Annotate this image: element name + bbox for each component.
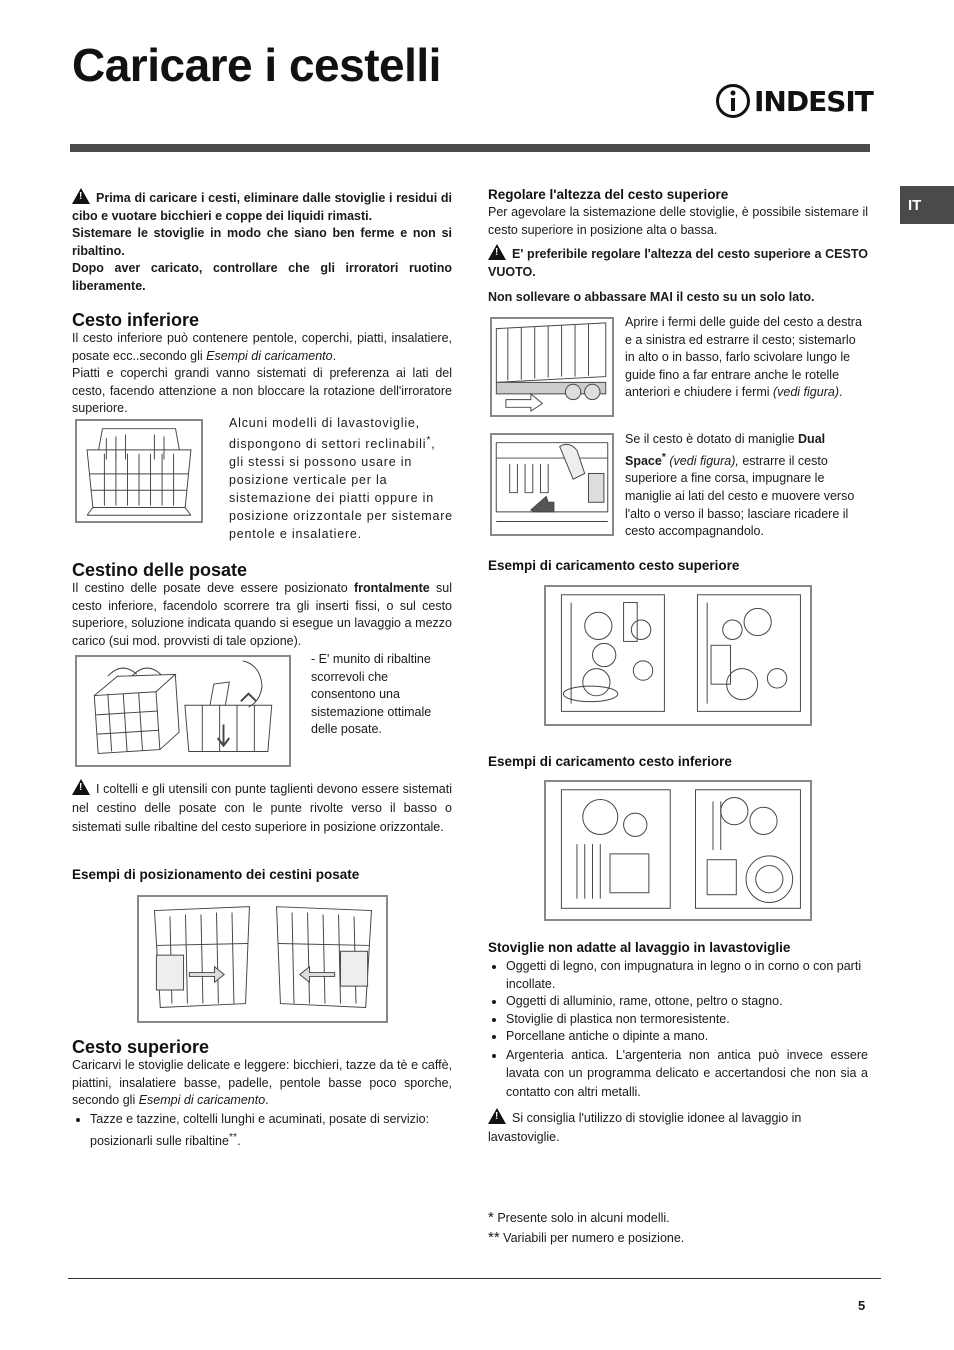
brand-name: INDESIT [754, 84, 873, 118]
language-tab: IT [900, 186, 954, 224]
list-item: • Oggetti di alluminio, rame, ottone, peltro o stagno. [506, 993, 868, 1011]
page-title: Caricare i cestelli [72, 39, 441, 91]
warning-triangle-icon [488, 1108, 506, 1124]
non-adatte-heading: Stoviglie non adatte al lavaggio in lavastoviglie [488, 940, 791, 955]
regolare-heading: Regolare l'altezza del cesto superiore [488, 187, 729, 202]
warning-triangle-icon [488, 244, 506, 260]
guide-instruction-text: Aprire i fermi delle guide del cesto a destra e a sinistra ed estrarre il cesto; sistemarlo in alto o in basso, farlo scivolare lungo le guide fino a far entrare anche le rotelle anteriori e chiudere i fermi (vedi figura). [625, 315, 862, 400]
footnotes [488, 1208, 868, 1248]
regolare-note: Non sollevare o abbassare MAI il cesto su un solo lato. [488, 290, 815, 304]
list-item: • Tazze e tazzine, coltelli lunghi e acuminati, posate di servizio: posizionarli sulle ribaltine**. [90, 1111, 452, 1150]
regolare-warning: !E' preferibile regolare l'altezza del cesto superiore a CESTO VUOTO. [488, 244, 868, 281]
footnote-2: ** Variabili per numero e posizione. [488, 1229, 685, 1246]
upper-basket-examples-figure [544, 585, 812, 726]
basket-guide-figure [490, 317, 614, 417]
footer-divider [68, 1278, 881, 1279]
warning-triangle-icon [72, 779, 90, 795]
dual-space-figure [490, 433, 614, 536]
regolare-text: Per agevolare la sistemazione delle stoviglie, è possibile sistemare il cesto superiore in posizione alta o bassa. [488, 205, 868, 237]
idonee-warning: !Si consiglia l'utilizzo di stoviglie idonee al lavaggio in lavastoviglie. [488, 1108, 868, 1147]
brand-logo [716, 84, 873, 118]
cesto-superiore-list [72, 1111, 452, 1150]
cutlery-position-figure [137, 895, 388, 1023]
lower-basket-examples-figure [544, 780, 812, 921]
non-adatte-list [488, 958, 868, 1101]
header-divider [70, 144, 870, 152]
cesto-superiore-heading: Cesto superiore [72, 1037, 210, 1057]
list-item: • Oggetti di legno, con impugnatura in legno o in corno o con parti incollate. [506, 958, 868, 993]
settori-reclinabili-text: Alcuni modelli di lavastoviglie, dispongono di settori reclinabili*, gli stessi si possono usare in posizione verticale per la sistemazione dei piatti oppure in posizione orizzontale per sistemare pentole e insalatiere. [229, 416, 453, 542]
cesto-superiore-text: Caricarvi le stoviglie delicate e leggere: bicchieri, tazze da tè e caffè, piattini, insalatiere basse, padelle, pentole basse poco sporche, secondo gli Esempi di caricamento. [72, 1058, 452, 1108]
cesto-inferiore-text: Il cesto inferiore può contenere pentole, coperchi, piatti, insalatiere, posate ecc..secondo gli Esempi di caricamento. Piatti e coperchi grandi vanno sistemati di preferenza ai lati del cesto, facendo attenzione a non bloccare la rotazione dell'irroratore superiore. [72, 331, 452, 416]
cesto-inferiore-heading: Cesto inferiore [72, 310, 200, 330]
intro-warning: !Prima di caricare i cesti, eliminare dalle stoviglie i residui di cibo e vuotare bicchieri e coppe dei liquidi rimasti. Sistemare le stoviglie in modo che siano ben ferme e non si ribaltino. Dopo aver caricato, controllare che gli irroratori ruotino liberamente. [72, 188, 452, 296]
cestino-posate-heading: Cestino delle posate [72, 560, 248, 580]
lower-examples-heading: Esempi di caricamento cesto inferiore [488, 754, 732, 769]
cutlery-basket-figure [75, 655, 291, 767]
warning-triangle-icon [72, 188, 90, 204]
lower-basket-figure [75, 419, 203, 523]
list-item: • Argenteria antica. L'argenteria non antica può invece essere lavata con un programma delicato e accertandosi che non sia a contatto con altri metalli. [506, 1046, 868, 1102]
knives-warning: !I coltelli e gli utensili con punte taglienti devono essere sistemati nel cestino delle posate con le punte rivolte verso il basso o sistemati sulle ribaltine del cesto superiore in posizione orizzontale. [72, 779, 452, 837]
indesit-logo-icon [716, 84, 750, 118]
upper-examples-heading: Esempi di caricamento cesto superiore [488, 558, 740, 573]
page-number: 5 [858, 1298, 866, 1313]
footnote-1: * Presente solo in alcuni modelli. [488, 1209, 670, 1226]
dual-space-text: Se il cesto è dotato di maniglie Dual Space* (vedi figura), estrarre il cesto superiore a fine corsa, impugnare le maniglie ai lati del cesto e muovere verso l'alto o verso il basso; lasciare ricadere il cesto accompagnandolo. [625, 432, 855, 539]
cestino-posate-text: Il cestino delle posate deve essere posizionato frontalmente sul cesto inferiore, facendolo scorrere tra gli inserti fissi, o sul cesto superiore, soluzione indicata quando si esegue un lavaggio a mezzo carico (sui mod. provvisti di tale opzione). [72, 581, 452, 648]
list-item: • Stoviglie di plastica non termoresistente. [506, 1011, 868, 1029]
cutlery-examples-heading: Esempi di posizionamento dei cestini posate [72, 867, 360, 882]
list-item: • Porcellane antiche o dipinte a mano. [506, 1028, 868, 1046]
ribaltine-text: - E' munito di ribaltine scorrevoli che consentono una sistemazione ottimale delle posate. [311, 652, 432, 737]
